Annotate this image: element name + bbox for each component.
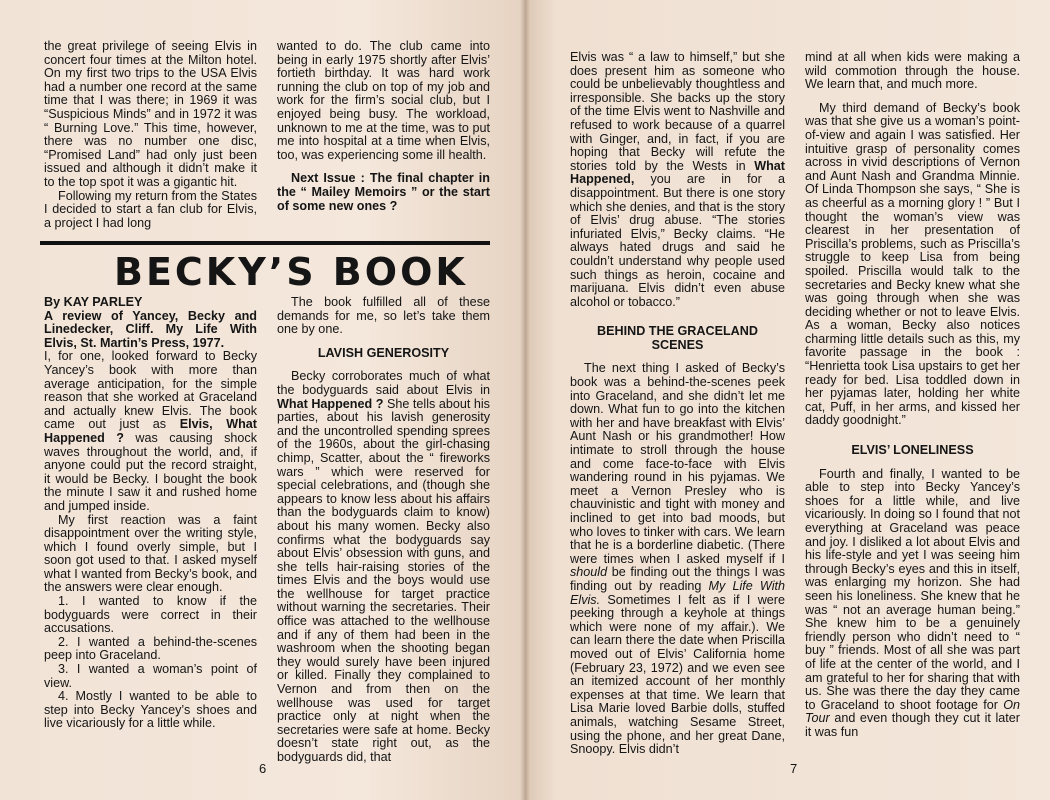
section-heading: BEHIND THE GRACELAND SCENES: [597, 324, 758, 352]
page-number: 6: [259, 761, 267, 776]
paragraph: My third demand of Becky’s book was that she give us a woman’s point-of-view and again I was satisfied. Her intuitive grasp of personality comes across in vivid descriptions of Vernon and Aunt Nash and Grandma Minnie. Of Linda Thompson she says, “ She is as cheerful as a morning glory ! ” But I thought the woman’s view was clearest in her presentation of Priscilla’s problems, such as Priscilla’s struggle to keep Lisa from being spoiled. Priscilla would talk to the secretaries and Becky knew what she was going through when she was deciding whether or not to leave Elvis. As a woman, Becky also notices charming little details such as this, my favorite passage in the book : “Henrietta took Lisa upstairs to get her ready for bed. Lisa toddled down in her pyjamas later, holding her white cat, Puff, in her arms, and kissed her daddy goodnight.”: [805, 100, 1020, 428]
paragraph: Following my return from the States I decided to start a fan club for Elvis, a project I had long: [44, 188, 257, 230]
section-heading: LAVISH GENEROSITY: [317, 345, 450, 360]
left-col1-top: [44, 40, 257, 230]
paragraph: My first reaction was a faint disappointment over the writing style, which I found overly simple, but I soon got used to that. I asked myself what I wanted from Becky’s book, and the answers were clear enough.: [44, 512, 257, 595]
list-item: 1. I wanted to know if the bodyguards were correct in their accusations.: [44, 594, 257, 636]
paragraph: mind at all when kids were making a wild commotion through the house. We learn that, and much more.: [805, 50, 1020, 92]
next-issue-note: Next Issue : The final chapter in the “ Mailey Memoirs ” or the start of some new ones ?: [277, 171, 490, 213]
paragraph: The book fulfilled all of these demands for me, so let’s take them one by one.: [277, 295, 490, 337]
paragraph: Fourth and finally, I wanted to be able to step into Becky Yancey’s shoes for a little while, and live vicariously. In doing so I found that not everything at Graceland was peace and joy. I disliked a lot about Elvis and his life-style and yet I was seeing him through Becky’s eyes and this in itself, was enlarging my horizon. She had seen his loneliness. She knew that he was “ not an average human being.” She knew him to be a genuinely friendly person who didn’t need to “ buy ” friends. Most of all she was part of life at the center of the world, and I am grateful to her for sharing that with us. She was there the day they came to Graceland to shoot footage for On Tour and even though they cut it later it was fun: [805, 466, 1020, 739]
paragraph: Elvis was “ a law to himself,” but she does present him as someone who could be unbelievably thoughtless and irresponsible. She backs up the story of the time Elvis went to Nashville and refused to work because of a quarrel with Ginger, and, in fact, if you are hoping that Becky will refute the stories told by the Wests in What Happened, you are in for a disappointment. But there is one story which she denies, and that is the story of Elvis’ drug abuse. “The stories infuriated Elvis,” Becky claims. “He always hated drugs and said he couldn’t understand why people used such things as heroin, cocaine and marijuana. Elvis didn’t even abuse alcohol or tobacco.”: [570, 50, 785, 309]
right-page: [525, 0, 1050, 800]
paragraph: The next thing I asked of Becky’s book was a behind-the-scenes peek into Graceland, and she didn’t let me down. What fun to go into the kitchen with her and have breakfast with Elvis’ Aunt Nash or his grandmother! How intimate to stroll through the house and come face-to-face with Elvis wandering round in his pyjamas. We meet a Vernon Presley who is chauvinistic and tight with money and inclined to get into bad moods, but who loves to tinker with cars. We learn that he is a borderline diabetic. (There were times when I asked myself if I should be finding out the things I was finding out by reading My Life With Elvis. Sometimes I felt as if I were peeking through a keyhole at things which were none of my affair.). We can learn there the date when Priscilla moved out of Elvis’ California home (February 23, 1972) and we even see an itemized account of her monthly expenses at that time. We learn that Lisa Marie loved Barbie dolls, stuffed animals, watching Sesame Street, using the phone, and her great Dane, Snoopy. Elvis didn’t: [570, 361, 785, 757]
paragraph: I, for one, looked forward to Becky Yancey’s book with more than average anticipation, for the simple reason that she worked at Graceland and actually knew Elvis. The book came out just as Elvis, What Happened ? was causing shock waves throughout the world, and, if anyone could put the record straight, it would be Becky. I bought the book the minute I saw it and rushed home and jumped inside.: [44, 349, 257, 513]
section-heading: ELVIS’ LONELINESS: [851, 443, 974, 458]
center-gutter: [520, 0, 530, 800]
left-col1-article: [44, 296, 257, 731]
right-col1: [570, 51, 785, 757]
section-divider: [40, 241, 490, 245]
list-item: 2. I wanted a behind-the-scenes peep into Graceland.: [44, 634, 257, 663]
article-title: BECKY’S BOOK: [114, 250, 468, 294]
page-number: 7: [790, 761, 798, 776]
paragraph: wanted to do. The club came into being in early 1975 shortly after Elvis’ fortieth birthday. It was hard work running the club on top of my job and work for the firm’s social club, but I enjoyed being busy. The workload, unknown to me at the time, was to put me into hospital at a time when Elvis, too, was experiencing some ill health.: [277, 39, 490, 162]
list-item: 3. I wanted a woman’s point of view.: [44, 662, 257, 690]
right-col2: [805, 51, 1020, 740]
left-col2-article: [277, 296, 490, 765]
paragraph: the great privilege of seeing Elvis in concert four times at the Milton hotel. On my first two trips to the USA Elvis had a number one record at the same time that I was there; in 1969 it was “Suspicious Minds” and in 1972 it was “ Burning Love.” This time, however, there was no number one disc, “Promised Land” had only just been issued and although it didn’t make it to the top spot it was a gigantic hit.: [44, 39, 257, 189]
list-item: 4. Mostly I wanted to be able to step into Becky Yancey’s shoes and live vicariously for a little while.: [44, 689, 257, 731]
left-col2-top: [277, 40, 490, 213]
paragraph: Becky corroborates much of what the bodyguards said about Elvis in What Happened ? She tells about his parties, about his lavish generosity and the uncontrolled spending sprees of the 1960s, about the girl-chasing chimp, Scatter, about the “ fireworks wars ” which were reserved for special celebrations, and (though she appears to know less about his affairs than the bodyguards claim to know) about his many women. Becky also confirms what the bodyguards say about Elvis’ obsession with guns, and she tells hair-raising stories of the times Elvis and the boys would use the wellhouse for target practice without warning the secretaries. Their office was attached to the wellhouse and if any of them had been in the washroom when the shooting began they would surely have been injured or killed. Finally they complained to Vernon and from then on the wellhouse was used for target practice only at night when the secretaries were safe at home. Becky doesn’t state right out, as the bodyguards did, that: [277, 369, 490, 764]
review-intro: A review of Yancey, Becky and Linedecker, Cliff. My Life With Elvis, St. Martin’s Press, 1977.: [44, 308, 257, 350]
byline: By KAY PARLEY: [44, 295, 143, 309]
